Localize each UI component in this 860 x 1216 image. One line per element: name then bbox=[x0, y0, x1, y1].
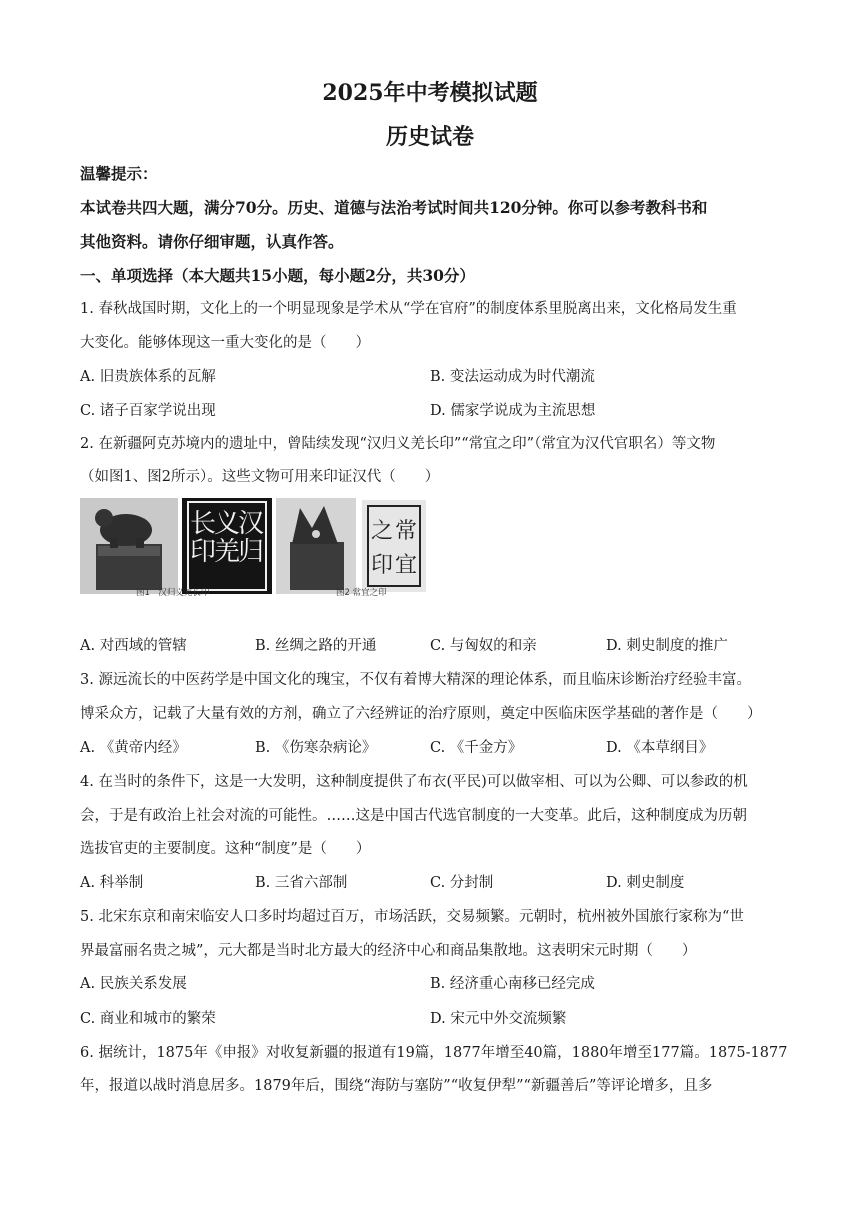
question-3-option-a: A. 《黄帝内经》 bbox=[80, 740, 187, 756]
seal-1-char-2: 归 bbox=[237, 537, 265, 567]
question-1-option-d: D. 儒家学说成为主流思想 bbox=[430, 403, 596, 419]
seal-2-char-1: 常 bbox=[394, 519, 418, 544]
notice-line-2: 其他资料。请你仔细审题，认真作答。 bbox=[80, 232, 344, 251]
question-3-line-1: 3. 源远流长的中医药学是中国文化的瑰宝，不仅有着博大精深的理论体系，而且临床诊断治疗经验丰富。 bbox=[80, 672, 751, 688]
question-5-option-d: D. 宋元中外交流频繁 bbox=[430, 1011, 567, 1027]
seal-2-char-4: 印 bbox=[370, 553, 394, 578]
question-6-line-1: 6. 据统计，1875年《申报》对收复新疆的报道有19篇，1877年增至40篇，1880年增至177篇。1875-1877 bbox=[80, 1045, 788, 1061]
seal-1-char-1: 汉 bbox=[237, 509, 265, 539]
notice-line-1: 本试卷共四大题，满分70分。历史、道德与法治考试时间共120分钟。你可以参考教科书和 bbox=[80, 198, 708, 217]
seal-1-char-5: 长 bbox=[189, 509, 217, 539]
seal-figure bbox=[80, 498, 780, 598]
question-5-option-c: C. 商业和城市的繁荣 bbox=[80, 1011, 216, 1027]
question-1-option-c: C. 诸子百家学说出现 bbox=[80, 403, 216, 419]
question-5-line-2: 界最富丽名贵之城”，元大都是当时北方最大的经济中心和商品集散地。这表明宋元时期（ ） bbox=[80, 943, 697, 959]
seal-1-char-4: 羌 bbox=[213, 537, 241, 567]
exam-subtitle: 历史试卷 bbox=[385, 124, 474, 150]
question-1-option-a: A. 旧贵族体系的瓦解 bbox=[80, 369, 216, 385]
question-2-option-c: C. 与匈奴的和亲 bbox=[430, 638, 537, 654]
question-2-line-2: （如图1、图2所示）。这些文物可用来印证汉代（ ） bbox=[80, 469, 440, 485]
question-3-option-b: B. 《伤寒杂病论》 bbox=[255, 740, 377, 756]
section-heading: 一、单项选择（本大题共15小题，每小题2分，共30分） bbox=[80, 266, 475, 285]
figure-1-caption: 图1 汉归义羌长印 bbox=[136, 588, 210, 598]
question-4-line-3: 选拔官吏的主要制度。这种“制度”是（ ） bbox=[80, 841, 371, 857]
question-4-option-a: A. 科举制 bbox=[80, 875, 144, 891]
question-3-option-d: D. 《本草纲目》 bbox=[606, 740, 714, 756]
question-4-line-1: 4. 在当时的条件下，这是一大发明，这种制度提供了布衣(平民)可以做宰相、可以为公卿、可以参政的机 bbox=[80, 774, 748, 790]
question-1-line-2: 大变化。能够体现这一重大变化的是（ ） bbox=[80, 335, 370, 351]
question-6-line-2: 年，报道以战时消息居多。1879年后，围绕“海防与塞防”“收复伊犁”“新疆善后”等评论增多，且多 bbox=[80, 1078, 713, 1094]
question-4-option-d: D. 刺史制度 bbox=[606, 875, 685, 891]
seal-2-impression bbox=[362, 500, 426, 592]
seal-photos bbox=[80, 498, 780, 598]
question-4-option-b: B. 三省六部制 bbox=[255, 875, 348, 891]
seal-2-char-2: 宜 bbox=[394, 553, 418, 578]
seal-1-char-3: 义 bbox=[213, 509, 241, 539]
question-1-option-b: B. 变法运动成为时代潮流 bbox=[430, 369, 595, 385]
question-2-option-a: A. 对西域的管辖 bbox=[80, 638, 187, 654]
question-2-option-b: B. 丝绸之路的开通 bbox=[255, 638, 377, 654]
figure-2-caption: 图2 常宜之印 bbox=[336, 588, 387, 598]
question-3-line-2: 博采众方，记载了大量有效的方剂，确立了六经辨证的治疗原则，奠定中医临床医学基础的著作是（ ） bbox=[80, 706, 762, 722]
question-2-line-1: 2. 在新疆阿克苏境内的遗址中，曾陆续发现“汉归义羌长印”“常宜之印”（常宜为汉代官职名）等文物 bbox=[80, 436, 716, 452]
notice-label: 温馨提示： bbox=[80, 164, 158, 183]
question-2-option-d: D. 刺史制度的推广 bbox=[606, 638, 728, 654]
question-4-option-c: C. 分封制 bbox=[430, 875, 494, 891]
question-4-line-2: 会，于是有政治上社会对流的可能性。……这是中国古代选官制度的一大变革。此后，这种制度成为历朝 bbox=[80, 808, 747, 824]
question-5-line-1: 5. 北宋东京和南宋临安人口多时均超过百万，市场活跃，交易频繁。元朝时，杭州被外国旅行家称为“世 bbox=[80, 909, 744, 925]
question-1-line-1: 1. 春秋战国时期，文化上的一个明显现象是学术从“学在官府”的制度体系里脱离出来，文化格局发生重 bbox=[80, 301, 737, 317]
seal-2-char-3: 之 bbox=[370, 519, 394, 544]
seal-1-char-6: 印 bbox=[189, 537, 217, 567]
question-3-option-c: C. 《千金方》 bbox=[430, 740, 523, 756]
question-5-option-b: B. 经济重心南移已经完成 bbox=[430, 976, 595, 992]
exam-title: 2025年中考模拟试题 bbox=[322, 80, 538, 106]
question-5-option-a: A. 民族关系发展 bbox=[80, 976, 187, 992]
